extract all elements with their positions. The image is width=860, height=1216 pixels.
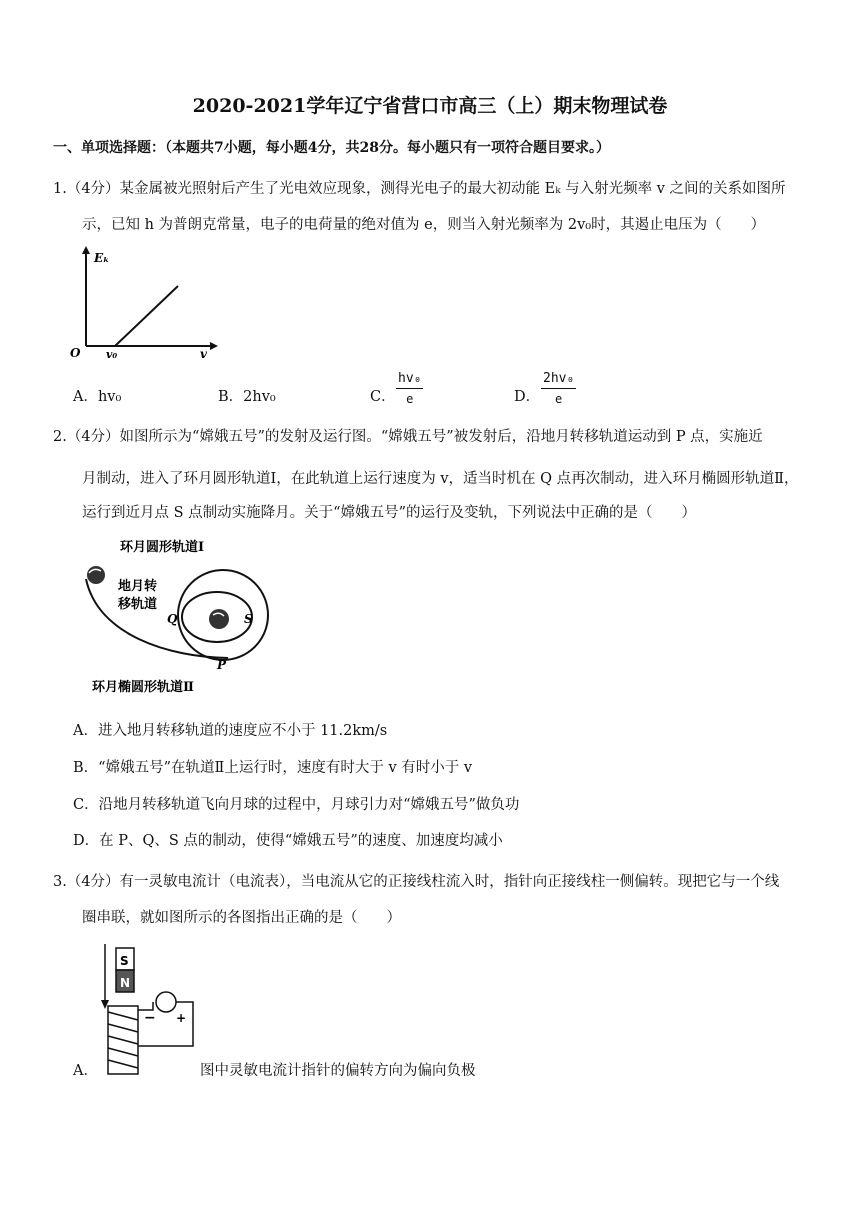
section-heading: 一、单项选择题：（本题共7小题，每小题4分，共28分。每小题只有一项符合题目要求。） xyxy=(53,140,610,156)
y-axis-arrow xyxy=(82,246,90,254)
q1-option-d-fraction xyxy=(541,371,576,406)
q1-option-c-denominator: e xyxy=(406,392,414,406)
q2-option-a: A．进入地月转移轨道的速度应不小于 11.2km/s xyxy=(73,723,388,739)
minus-terminal-label: − xyxy=(144,1010,156,1026)
q1-option-d-numerator: 2hv₀ xyxy=(541,371,576,389)
magnet-n-label: N xyxy=(120,976,131,990)
transfer-label-1: 地月转 xyxy=(118,579,158,594)
page-title: 2020-2021学年辽宁省营口市高三（上）期末物理试卷 xyxy=(192,95,668,117)
q1-option-d-label: D． xyxy=(514,389,541,405)
magnet-s-label: S xyxy=(120,954,129,968)
y-axis-label: Eₖ xyxy=(94,251,110,265)
circuit-wire-left xyxy=(138,1002,153,1010)
q1-option-b: B．2hv₀ xyxy=(218,389,276,405)
q2-line-3: 运行到近月点 S 点制动实施降月。关于“嫦娥五号”的运行及变轨，下列说法中正确的是（ ） xyxy=(82,505,696,521)
q1-option-c-label: C． xyxy=(370,389,396,405)
orbit-1-label: 环月圆形轨道Ⅰ xyxy=(120,540,205,555)
q3-coil-diagram xyxy=(98,944,198,1079)
point-q-label: Q xyxy=(167,612,178,626)
q3-line-2: 圈串联，就如图所示的各图指出正确的是（ ） xyxy=(82,910,401,926)
q1-option-a: A．hv₀ xyxy=(73,389,122,405)
transfer-label-2: 移轨道 xyxy=(118,597,158,612)
plus-terminal-label: + xyxy=(176,1011,187,1025)
moon-icon xyxy=(209,609,229,629)
v0-label: v₀ xyxy=(106,348,118,361)
q1-option-c-fraction xyxy=(396,371,423,406)
q2-option-b: B．“嫦娥五号”在轨道Ⅱ上运行时，速度有时大于 v 有时小于 v xyxy=(73,760,473,776)
q3-line-1: 3.（4分）有一灵敏电流计（电流表），当电流从它的正接线柱流入时，指针向正接线柱一侧偏转。现把它与一个线 xyxy=(53,874,780,890)
point-s-label: S xyxy=(244,612,253,626)
q1-graph xyxy=(68,242,218,362)
orbit-2-label: 环月椭圆形轨道Ⅱ xyxy=(92,680,194,695)
q1-line-2: 示，已知 h 为普朗克常量，电子的电荷量的绝对值为 e，则当入射光频率为 2v₀时，其遏止电压为（ ） xyxy=(82,217,766,233)
galvanometer-icon xyxy=(156,992,176,1012)
x-axis-label: v xyxy=(200,347,207,361)
q1-line-1: 1.（4分）某金属被光照射后产生了光电效应现象，测得光电子的最大初动能 Eₖ 与入射光频率 v 之间的关系如图所 xyxy=(53,181,786,197)
x-axis-arrow xyxy=(210,342,218,350)
origin-label: O xyxy=(70,346,81,360)
q2-option-d: D．在 P、Q、S 点的制动，使得“嫦娥五号”的速度、加速度均减小 xyxy=(73,833,503,849)
q2-orbit-diagram xyxy=(68,535,273,697)
point-p-label: P xyxy=(217,658,227,672)
q2-line-2: 月制动，进入了环月圆形轨道Ⅰ，在此轨道上运行速度为 v，适当时机在 Q 点再次制动，进入环月椭圆形轨道Ⅱ， xyxy=(82,471,799,487)
q2-line-1: 2.（4分）如图所示为“嫦娥五号”的发射及运行图。“嫦娥五号”被发射后，沿地月转移轨道运动到 P 点，实施近 xyxy=(53,429,763,445)
q1-option-d-denominator: e xyxy=(555,392,563,406)
q3-option-a-text: 图中灵敏电流计指针的偏转方向为偏向负极 xyxy=(200,1063,476,1079)
q3-option-a-label: A． xyxy=(73,1063,98,1079)
q2-option-c: C．沿地月转移轨道飞向月球的过程中，月球引力对“嫦娥五号”做负功 xyxy=(73,797,520,813)
q1-option-c-numerator: hv₀ xyxy=(396,371,423,389)
ek-line xyxy=(115,286,178,346)
